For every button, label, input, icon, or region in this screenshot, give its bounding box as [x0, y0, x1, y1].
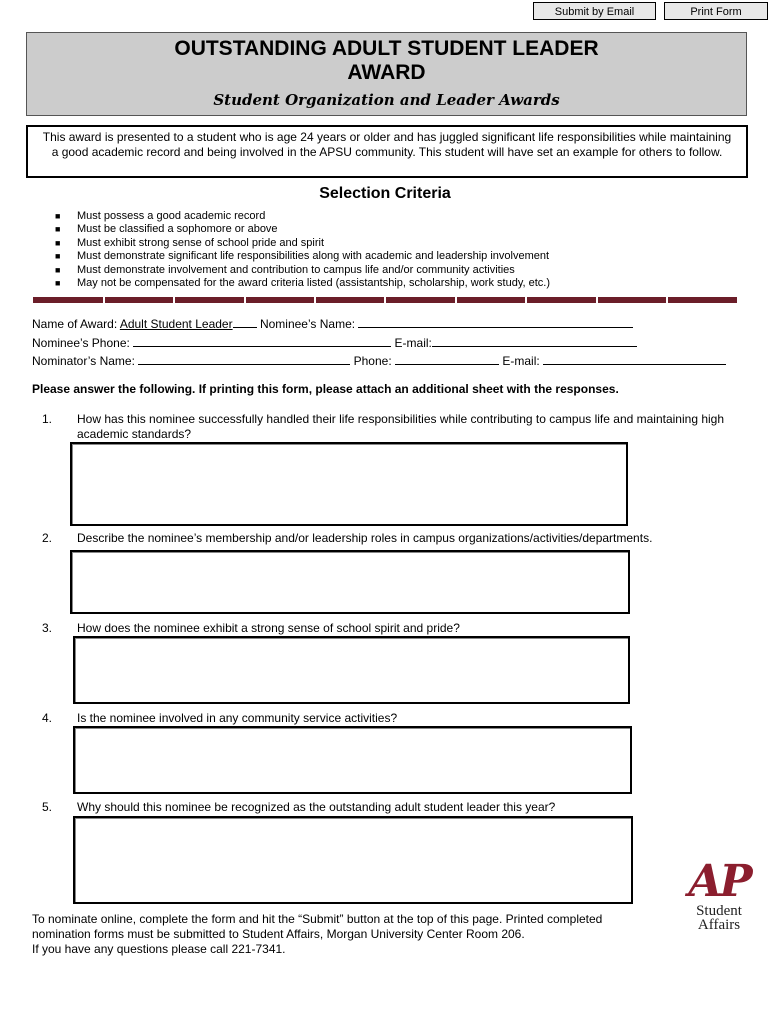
- logo-text-student: Student: [696, 903, 742, 919]
- award-row: [32, 314, 633, 331]
- nominator-name-field[interactable]: [138, 351, 350, 365]
- selection-criteria-list: [50, 210, 550, 290]
- bullet-icon: ■: [55, 251, 61, 262]
- answer-box-3[interactable]: [73, 636, 630, 704]
- page-title-line-2: AWARD: [347, 61, 426, 84]
- question-number: 1.: [42, 412, 53, 426]
- nominator-email-field[interactable]: [543, 351, 726, 365]
- award-label: Name of Award:: [32, 317, 118, 331]
- criteria-item: [50, 210, 550, 223]
- bullet-icon: ■: [55, 278, 61, 289]
- divider-tick: [596, 297, 598, 303]
- footer-submit-text: To nominate online, complete the form and hit the “Submit” button at the top of this page. Printed completed nomination forms must be submitted to Student Affairs, Morgan University Center Room 206.: [32, 912, 603, 941]
- nominee-name-label: Nominee’s Name:: [259, 317, 356, 331]
- nominator-phone-label: Phone:: [353, 354, 392, 368]
- award-underline: [233, 314, 257, 328]
- question-text: Describe the nominee’s membership and/or leadership roles in campus organizations/activities/departments.: [77, 531, 653, 545]
- divider-tick: [666, 297, 668, 303]
- answer-box-4[interactable]: [73, 726, 632, 794]
- answer-box-1[interactable]: [70, 442, 628, 526]
- nominator-email-label: E-mail:: [502, 354, 540, 368]
- footer-contact-text: If you have any questions please call 221-7341.: [32, 942, 286, 956]
- nominee-phone-label: Nominee’s Phone:: [32, 336, 130, 350]
- question-text: Is the nominee involved in any community service activities?: [77, 711, 398, 725]
- question-text: How has this nominee successfully handled their life responsibilities while contributing to campus life and maintaining high academic standards?: [77, 412, 725, 441]
- page-title-line-1: OUTSTANDING ADULT STUDENT LEADER: [174, 37, 599, 60]
- divider-tick: [244, 297, 246, 303]
- footer-instructions: [32, 912, 652, 957]
- title-banner: [26, 32, 747, 116]
- submit-by-email-button[interactable]: Submit by Email: [533, 2, 656, 20]
- criteria-item: [50, 277, 550, 290]
- criteria-item-text: May not be compensated for the award criteria listed (assistantship, scholarship, work study, etc.): [77, 277, 551, 290]
- bullet-icon: ■: [55, 224, 61, 235]
- question-number: 4.: [42, 711, 53, 725]
- question-text: How does the nominee exhibit a strong sense of school spirit and pride?: [77, 621, 460, 635]
- criteria-item: [50, 223, 550, 236]
- criteria-item: [50, 250, 550, 263]
- student-affairs-logo: [684, 856, 754, 940]
- answer-box-2[interactable]: [70, 550, 630, 614]
- award-name-value: Adult Student Leader: [119, 317, 233, 331]
- criteria-item-text: Must be classified a sophomore or above: [77, 223, 278, 236]
- answer-box-5[interactable]: [73, 816, 633, 904]
- criteria-item-text: Must possess a good academic record: [77, 210, 266, 222]
- nominee-contact-row: [32, 333, 637, 350]
- bullet-icon: ■: [55, 211, 61, 221]
- question-number: 2.: [42, 531, 53, 545]
- divider-tick: [455, 297, 457, 303]
- criteria-item-text: Must demonstrate significant life responsibilities along with academic and leadership involvement: [77, 250, 550, 263]
- print-form-button[interactable]: Print Form: [664, 2, 768, 20]
- ap-logo-mark: AP: [688, 856, 750, 907]
- bullet-icon: ■: [55, 237, 61, 248]
- nominator-name-label: Nominator’s Name:: [32, 354, 135, 368]
- nominator-row: [32, 351, 726, 368]
- instructions-text: Please answer the following. If printing this form, please attach an additional sheet with the responses.: [32, 382, 619, 396]
- criteria-item: [50, 237, 550, 250]
- question-text: Why should this nominee be recognized as the outstanding adult student leader this year?: [77, 800, 556, 814]
- criteria-item: [50, 264, 550, 277]
- question-number: 3.: [42, 621, 53, 635]
- selection-criteria-heading: Selection Criteria: [319, 185, 451, 202]
- nominee-name-field[interactable]: [358, 314, 633, 328]
- criteria-item-text: Must demonstrate involvement and contribution to campus life and/or community activities: [77, 263, 515, 276]
- criteria-item-text: Must exhibit strong sense of school pride and spirit: [77, 236, 325, 249]
- award-description: This award is presented to a student who is age 24 years or older and has juggled significant life responsibilities while maintaining a good academic record and being involved in the APSU community. This student will have set an example for others to follow.: [26, 125, 748, 178]
- divider-tick: [173, 297, 175, 303]
- nominee-email-field[interactable]: [432, 333, 637, 347]
- divider-tick: [384, 297, 386, 303]
- question-number: 5.: [42, 800, 53, 814]
- divider-tick: [103, 297, 105, 303]
- bullet-icon: ■: [55, 264, 61, 275]
- nominator-phone-field[interactable]: [395, 351, 499, 365]
- divider-tick: [314, 297, 316, 303]
- page-subtitle: Student Organization and Leader Awards: [213, 91, 560, 109]
- nominee-email-label: E-mail:: [394, 336, 432, 350]
- logo-text-affairs: Affairs: [697, 917, 741, 933]
- nominee-phone-field[interactable]: [133, 333, 391, 347]
- divider-tick: [525, 297, 527, 303]
